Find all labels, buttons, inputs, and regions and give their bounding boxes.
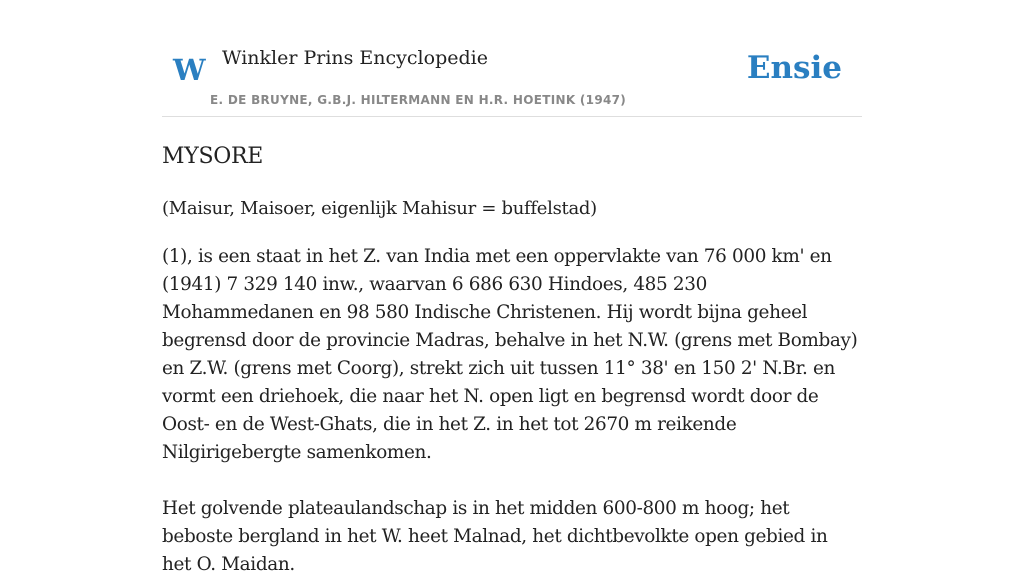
encyclopedia-logo[interactable]: W <box>173 53 206 87</box>
entry-paragraph: (1), is een staat in het Z. van India met een oppervlakte van 76 000 km' en (1941) 7 329 140 inw., waarvan 6 686 630 Hindoes, 485 230 Mohammedanen en 98 580 Indische Christenen. Hij wordt bijna geheel begrensd door de provincie Madras, behalve in het N.W. (grens met Bombay) en Z.W. (grens met Coorg), strekt zich uit tussen 11° 38' en 150 2' N.Br. en vormt een driehoek, die naar het N. open ligt en begrensd wordt door de Oost- en de West-Ghats, die in het Z. in het tot 2670 m reikende Nilgirigebergte samenkomen. <box>162 246 858 463</box>
entry-paragraph: Het golvende plateaulandschap is in het midden 600-800 m hoog; het beboste bergland in het W. heet Malnad, het dichtbevolkte open gebied in het O. Maidan. <box>162 498 828 575</box>
source-title[interactable]: Winkler Prins Encyclopedie <box>222 47 488 69</box>
page <box>162 0 862 579</box>
entry-title: MYSORE <box>162 144 263 169</box>
ensie-logo[interactable]: Ensie <box>746 50 842 86</box>
header <box>162 0 862 117</box>
entry-subtitle: (Maisur, Maisoer, eigenlijk Mahisur = buffelstad) <box>162 198 597 219</box>
source-authors: E. DE BRUYNE, G.B.J. HILTERMANN EN H.R. HOETINK (1947) <box>210 93 627 107</box>
